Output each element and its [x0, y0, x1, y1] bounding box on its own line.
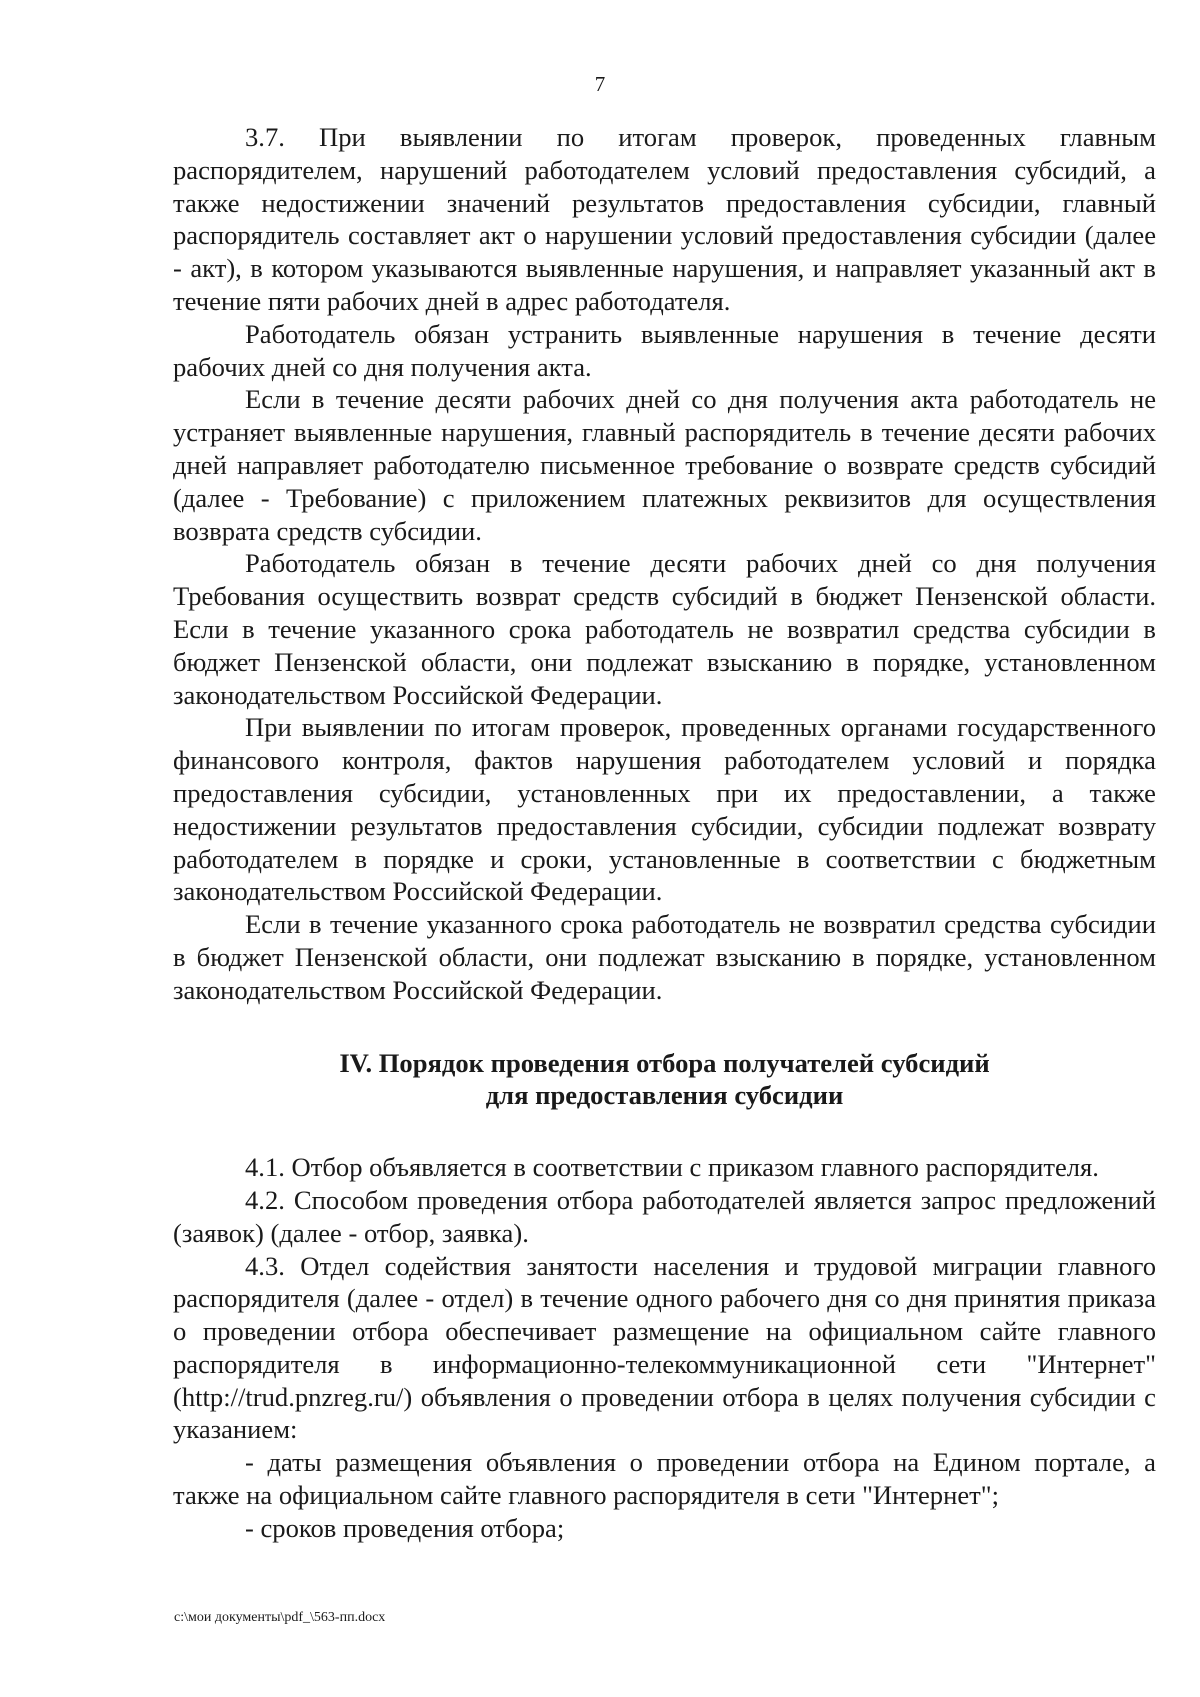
list-item-selection-terms: - сроков проведения отбора;	[245, 1512, 565, 1543]
paragraph-recovery: Если в течение указанного срока работодатель не возвратил средства субсидии в бюджет Пензенской области, они подлежат взысканию в порядке, установленном законодательством Российской Федерации.	[173, 909, 1156, 1005]
paragraph-eliminate-violations: Работодатель обязан устранить выявленные нарушения в течение десяти рабочих дней со дня получения акта.	[173, 318, 1156, 382]
page-number: 7	[594, 72, 606, 96]
footer-file-path: c:\мои документы\pdf_\563-пп.docx	[174, 1610, 386, 1625]
section-heading-line-1: IV. Порядок проведения отбора получателей субсидий	[339, 1047, 990, 1078]
document-body	[173, 121, 1156, 1545]
list-item-announcement-dates: - даты размещения объявления о проведении отбора на Едином портале, а также на официальном сайте главного распорядителя в сети "Интернет";	[173, 1447, 1156, 1511]
paragraph-financial-control: При выявлении по итогам проверок, проведенных органами государственного финансового контроля, фактов нарушения работодателем условий и порядка предоставления субсидии, установленных при их предоставлении, а также недостижении результатов предоставления субсидии, субсидии подлежат возврату работодателем в порядке и сроки, установленные в соответствии с бюджетным законодательством Российской Федерации.	[173, 712, 1156, 907]
section-heading-line-2: для предоставления субсидии	[485, 1080, 844, 1111]
paragraph-4-3: 4.3. Отдел содействия занятости населения и трудовой миграции главного распорядителя (далее - отдел) в течение одного рабочего дня со дня принятия приказа о проведении отбора обеспечивает размещение на официальном сайте главного распорядителя в информационно-телекоммуникационной сети "Интернет" (http://trud.pnzreg.ru/) объявления о проведении отбора в целях получения субсидии с указанием:	[173, 1250, 1156, 1445]
paragraph-4-2: 4.2. Способом проведения отбора работодателей является запрос предложений (заявок) (далее - отбор, заявка).	[173, 1184, 1156, 1248]
paragraph-written-demand: Если в течение десяти рабочих дней со дня получения акта работодатель не устраняет выявленные нарушения, главный распорядитель в течение десяти рабочих дней направляет работодателю письменное требование о возврате средств субсидий (далее - Требование) с приложением платежных реквизитов для осуществления возврата средств субсидии.	[173, 384, 1156, 546]
section-heading	[173, 1047, 1156, 1113]
paragraph-4-1: 4.1. Отбор объявляется в соответствии с приказом главного распорядителя.	[245, 1152, 1099, 1183]
paragraph-3-7: 3.7. При выявлении по итогам проверок, проведенных главным распорядителем, нарушений работодателем условий предоставления субсидий, а также недостижении значений результатов предоставления субсидии, главный распорядитель составляет акт о нарушении условий предоставления субсидии (далее - акт), в котором указываются выявленные нарушения, и направляет указанный акт в течение пяти рабочих дней в адрес работодателя.	[173, 122, 1156, 316]
paragraph-return-funds: Работодатель обязан в течение десяти рабочих дней со дня получения Требования осуществить возврат средств субсидий в бюджет Пензенской области. Если в течение указанного срока работодатель не возвратил средства субсидии в бюджет Пензенской области, они подлежат взысканию в порядке, установленном законодательством Российской Федерации.	[173, 548, 1156, 710]
